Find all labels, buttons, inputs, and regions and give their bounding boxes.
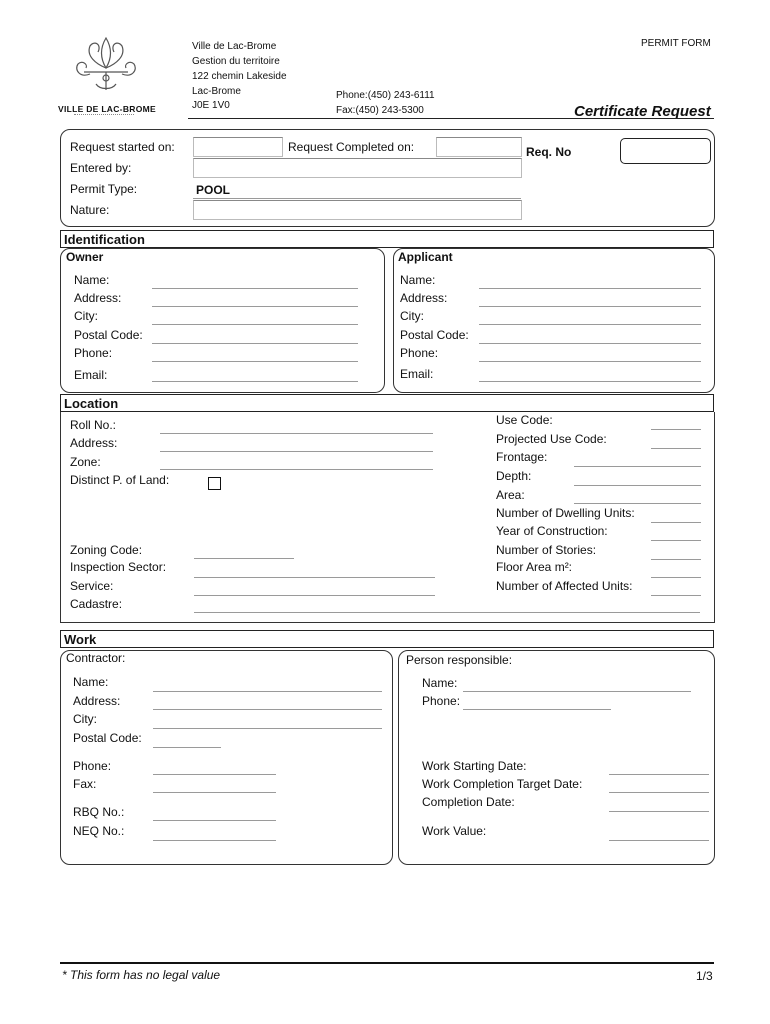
page-number: 1/3	[696, 969, 713, 983]
contractor-phone-label: Phone:	[73, 759, 112, 773]
zoning-code-field[interactable]	[194, 558, 294, 559]
work-value-label: Work Value:	[422, 824, 487, 838]
location-address-label: Address:	[70, 436, 118, 450]
logo-text: VILLE DE LAC-BROME	[58, 104, 156, 114]
org-line: 122 chemin Lakeside	[192, 71, 287, 82]
area-label: Area:	[496, 488, 525, 502]
owner-name-label: Name:	[74, 273, 110, 287]
req-no-field[interactable]	[620, 138, 711, 164]
org-line: Ville de Lac-Brome	[192, 41, 277, 52]
page-title: Certificate Request	[574, 103, 711, 120]
entered-by-field[interactable]	[193, 158, 522, 178]
rbq-no-field[interactable]	[153, 820, 276, 821]
contractor-title: Contractor:	[66, 651, 126, 665]
owner-title: Owner	[66, 250, 104, 264]
floor-area-field[interactable]	[651, 577, 701, 578]
applicant-title: Applicant	[398, 250, 453, 264]
owner-postal-label: Postal Code:	[74, 328, 143, 342]
distinct-land-checkbox[interactable]	[208, 477, 221, 490]
applicant-address-label: Address:	[400, 291, 448, 305]
applicant-city-label: City:	[400, 309, 424, 323]
zone-field[interactable]	[160, 469, 433, 470]
use-code-field[interactable]	[651, 429, 701, 430]
dwelling-units-field[interactable]	[651, 522, 701, 523]
roll-no-field[interactable]	[160, 433, 433, 434]
location-header	[60, 394, 714, 412]
completion-date-label: Completion Date:	[422, 795, 515, 809]
location-title: Location	[64, 396, 119, 411]
owner-phone-field[interactable]	[152, 361, 358, 362]
location-address-field[interactable]	[160, 451, 433, 452]
projected-use-code-label: Projected Use Code:	[496, 432, 607, 446]
service-field[interactable]	[194, 595, 435, 596]
work-title: Work	[64, 632, 97, 647]
contractor-postal-label: Postal Code:	[73, 731, 142, 745]
org-line: Lac-Brome	[192, 86, 241, 97]
header-rule	[188, 118, 714, 119]
floor-area-label: Floor Area m²:	[496, 560, 573, 574]
zoning-code-label: Zoning Code:	[70, 543, 143, 557]
inspection-sector-label: Inspection Sector:	[70, 560, 167, 574]
projected-use-code-field[interactable]	[651, 448, 701, 449]
rbq-no-label: RBQ No.:	[73, 805, 125, 819]
applicant-box	[393, 248, 715, 393]
work-value-field[interactable]	[609, 840, 709, 841]
distinct-land-label: Distinct P. of Land:	[70, 473, 170, 487]
header-phone: Phone:(450) 243-6111	[336, 90, 435, 101]
request-started-field[interactable]	[193, 137, 283, 157]
work-start-label: Work Starting Date:	[422, 759, 527, 773]
contractor-name-label: Name:	[73, 675, 109, 689]
contractor-address-label: Address:	[73, 694, 121, 708]
org-line: Gestion du territoire	[192, 56, 280, 67]
identification-title: Identification	[64, 232, 145, 247]
org-line: J0E 1V0	[192, 100, 230, 111]
contractor-address-field[interactable]	[153, 709, 382, 710]
use-code-label: Use Code:	[496, 413, 553, 427]
permit-form-label: PERMIT FORM	[641, 38, 711, 49]
owner-postal-field[interactable]	[152, 343, 358, 344]
fleur-de-lis-icon	[60, 34, 152, 104]
footer-rule	[60, 962, 714, 964]
identification-header	[60, 230, 714, 248]
owner-city-field[interactable]	[152, 324, 358, 325]
req-no-label: Req. No	[526, 145, 572, 159]
nature-field[interactable]	[193, 200, 522, 220]
neq-no-field[interactable]	[153, 840, 276, 841]
request-completed-label: Request Completed on:	[288, 140, 415, 154]
owner-address-field[interactable]	[152, 306, 358, 307]
year-construction-field[interactable]	[651, 540, 701, 541]
contractor-city-field[interactable]	[153, 728, 382, 729]
neq-no-label: NEQ No.:	[73, 824, 125, 838]
stories-label: Number of Stories:	[496, 543, 597, 557]
contractor-fax-label: Fax:	[73, 777, 97, 791]
owner-name-field[interactable]	[152, 288, 358, 289]
frontage-field[interactable]	[574, 466, 701, 467]
owner-email-field[interactable]	[152, 381, 358, 382]
work-header	[60, 630, 714, 648]
zone-label: Zone:	[70, 455, 101, 469]
affected-units-label: Number of Affected Units:	[496, 579, 633, 593]
footer-note: * This form has no legal value	[62, 968, 221, 982]
owner-city-label: City:	[74, 309, 98, 323]
area-field[interactable]	[574, 503, 701, 504]
applicant-name-label: Name:	[400, 273, 436, 287]
service-label: Service:	[70, 579, 114, 593]
work-start-field[interactable]	[609, 774, 709, 775]
work-target-field[interactable]	[609, 792, 709, 793]
contractor-phone-field[interactable]	[153, 774, 276, 775]
request-started-label: Request started on:	[70, 140, 175, 154]
depth-label: Depth:	[496, 469, 532, 483]
person-title: Person responsible:	[406, 653, 513, 667]
cadastre-field[interactable]	[194, 612, 700, 613]
logo	[58, 34, 156, 118]
inspection-sector-field[interactable]	[194, 577, 435, 578]
owner-box	[60, 248, 385, 393]
owner-address-label: Address:	[74, 291, 122, 305]
entered-by-label: Entered by:	[70, 161, 132, 175]
roll-no-label: Roll No.:	[70, 418, 117, 432]
stories-field[interactable]	[651, 559, 701, 560]
year-construction-label: Year of Construction:	[496, 524, 608, 538]
applicant-address-field[interactable]	[479, 306, 701, 307]
applicant-name-field[interactable]	[479, 288, 701, 289]
applicant-postal-field[interactable]	[479, 343, 701, 344]
contractor-name-field[interactable]	[153, 691, 382, 692]
permit-type-label: Permit Type:	[70, 182, 138, 196]
applicant-email-label: Email:	[400, 367, 434, 381]
contractor-city-label: City:	[73, 712, 97, 726]
contractor-fax-field[interactable]	[153, 792, 276, 793]
owner-phone-label: Phone:	[74, 346, 113, 360]
work-target-label: Work Completion Target Date:	[422, 777, 583, 791]
applicant-phone-label: Phone:	[400, 346, 439, 360]
applicant-city-field[interactable]	[479, 324, 701, 325]
person-name-label: Name:	[422, 676, 458, 690]
person-phone-field[interactable]	[463, 709, 611, 710]
dwelling-units-label: Number of Dwelling Units:	[496, 506, 635, 520]
person-name-field[interactable]	[463, 691, 691, 692]
contractor-postal-field[interactable]	[153, 747, 221, 748]
affected-units-field[interactable]	[651, 595, 701, 596]
frontage-label: Frontage:	[496, 450, 548, 464]
completion-date-field[interactable]	[609, 811, 709, 812]
nature-label: Nature:	[70, 203, 110, 217]
cadastre-label: Cadastre:	[70, 597, 123, 611]
applicant-email-field[interactable]	[479, 381, 701, 382]
person-phone-label: Phone:	[422, 694, 461, 708]
owner-email-label: Email:	[74, 368, 108, 382]
applicant-postal-label: Postal Code:	[400, 328, 469, 342]
permit-type-value[interactable]: POOL	[196, 183, 231, 197]
request-completed-field[interactable]	[436, 137, 522, 157]
header-fax: Fax:(450) 243-5300	[336, 105, 424, 116]
depth-field[interactable]	[574, 485, 701, 486]
applicant-phone-field[interactable]	[479, 361, 701, 362]
